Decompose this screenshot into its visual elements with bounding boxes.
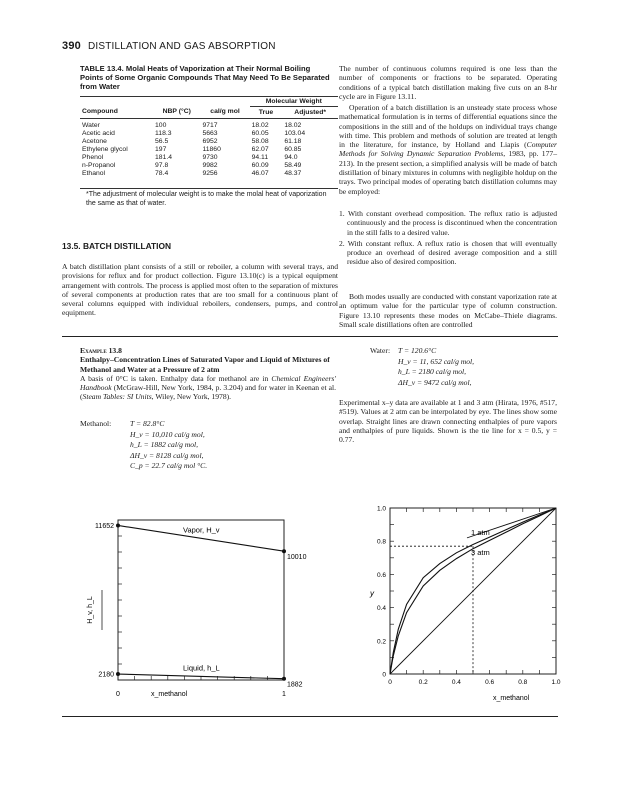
cell: 61.18	[284, 138, 302, 145]
cell: 60.85	[284, 146, 302, 153]
cell: 56.5	[155, 138, 169, 145]
example-bottom-rule	[62, 716, 558, 717]
chart1-marks	[116, 523, 286, 680]
x-tick-label: 0.8	[518, 679, 528, 686]
water-eqs	[398, 346, 548, 388]
y-axis-label: H_v, h_L	[87, 596, 94, 624]
x-tick-label: 1.0	[551, 679, 561, 686]
data-point	[116, 672, 120, 676]
table-row	[80, 170, 338, 178]
water-eq: h_L = 2180 cal/g mol,	[398, 367, 467, 376]
table-row	[80, 130, 338, 138]
cell: 78.4	[155, 170, 169, 177]
page-header	[62, 40, 276, 52]
table-caption	[80, 64, 335, 91]
water-eq: H_v = 11, 652 cal/g mol,	[398, 356, 475, 366]
x-tick-label: 0.4	[451, 679, 461, 686]
cell: Ethanol	[82, 170, 106, 177]
enthalpy-chart	[62, 510, 332, 710]
table-bottom-rule	[80, 188, 338, 189]
list-item: 2. With constant reflux. A reflux ratio is chosen that will eventually produce an overhead of desired average composition and a still residue also of desired composition.	[339, 238, 557, 267]
chart2-labels	[369, 506, 561, 703]
x-tick-label: 0.6	[485, 679, 495, 686]
x-tick-label: 1	[282, 691, 286, 698]
cell: 9717	[202, 122, 218, 129]
cell: 58.49	[284, 162, 302, 169]
data-point	[116, 523, 120, 527]
chart1-axes	[102, 520, 284, 680]
x-tick-label: 0	[388, 679, 392, 686]
example-cite-1: Chemical Engineers' Handbook	[80, 373, 336, 393]
para2-pre: Operation of a batch distillation is an unsteady state process whose mathematical formulation is in terms of differential equations since the compositions in the still and of the holdups on individual trays change with time. This problem and methods of solution are treated at length in the literature, for instance, by Holland and Liapis (	[339, 103, 557, 150]
methanol-eq: h_L = 1882 cal/g mol,	[130, 440, 199, 449]
cell: 118.3	[155, 130, 172, 137]
cell: 46.07	[251, 170, 269, 177]
right-paragraph-3: Both modes usually are conducted with constant vaporization rate at an optimum value for the particular type of column construction. Figure 13.10 represents these modes on McCabe–Thiele diagrams. Small scale distillations often are controlled	[339, 292, 557, 329]
y-tick-label: 1.0	[376, 505, 386, 513]
table-row	[80, 146, 338, 154]
table-row	[80, 138, 338, 146]
col-header: Compound	[82, 108, 118, 116]
plot-frame	[118, 520, 284, 680]
cell: Water	[82, 122, 100, 129]
group-header: Molecular Weight	[250, 98, 338, 107]
x-tick-label: 0.2	[418, 679, 428, 686]
cell: 100	[155, 122, 167, 129]
cell: 5663	[202, 130, 218, 137]
example-top-rule	[62, 336, 558, 337]
col-header: Adjusted*	[294, 108, 327, 116]
cell: 9982	[202, 162, 218, 169]
water-eq: T = 120.6°C	[398, 346, 437, 355]
table-row	[80, 162, 338, 170]
cell: 58.08	[251, 138, 269, 145]
y-tick-label: 0.4	[376, 605, 386, 613]
y-tick-label: 0	[382, 671, 386, 679]
cell: 60.05	[251, 130, 269, 137]
heats-table	[80, 98, 338, 178]
water-label: Water:	[370, 346, 391, 355]
example-text-mid: (McGraw-Hill, New York, 1984, p. 3.204) and for water in Keenan et al. (	[80, 383, 336, 402]
xy-chart	[356, 498, 566, 710]
cell: 197	[155, 146, 167, 153]
cell: 18.02	[284, 122, 302, 129]
modes-list	[339, 209, 557, 267]
series-label: Liquid, h_L	[183, 663, 220, 673]
list-item: 1. With constant overhead composition. The reflux ratio is adjusted continuously and the process is discontinued when the concentration in the still falls to a desired value.	[339, 209, 557, 237]
cell: 60.09	[251, 162, 269, 169]
methanol-eq: C_p = 22.7 cal/g mol °C.	[130, 461, 208, 470]
water-eq: ΔH_v = 9472 cal/g mol,	[398, 377, 472, 387]
table-top-rule	[80, 96, 338, 97]
x-axis-label: x_methanol	[151, 691, 188, 698]
para2-cite: Computer Methods for Solving Dynamic Separation Problems	[339, 140, 557, 159]
table-label: TABLE 13.4.	[80, 64, 124, 73]
methanol-label: Methanol:	[80, 419, 112, 428]
curve-label: 1 atm	[471, 527, 490, 537]
x-axis-label: x_methanol	[493, 695, 530, 702]
cell: Acetone	[82, 138, 107, 145]
curve-label: 3 atm	[471, 547, 490, 557]
running-title: DISTILLATION AND GAS ABSORPTION	[87, 41, 276, 52]
example-right-text: Experimental x–y data are available at 1 and 3 atm (Hirata, 1976, #517, #519). Values at 2 atm can be interpolated by eye. The lines show some overlap. Straight lines are drawn connecting enthalpies of pure vapors and enthalpies of pure liquids. Shown is the tie line for x = 0.5, y = 0.77.	[339, 398, 557, 445]
cell: Phenol	[82, 154, 104, 161]
cell: 9730	[202, 154, 218, 161]
methanol-eqs	[130, 419, 270, 472]
series-label: Vapor, H_v	[183, 525, 220, 535]
y-axis-label: y	[370, 589, 374, 598]
example-cite-2: Steam Tables: SI Units	[82, 392, 152, 402]
section-heading: 13.5. BATCH DISTILLATION	[62, 241, 172, 251]
table-row	[80, 154, 338, 162]
cell: 48.37	[284, 170, 302, 177]
cell: 103.04	[284, 130, 306, 137]
table-footnote: *The adjustment of molecular weight is to make the molal heat of vaporization the same as that of water.	[86, 191, 327, 207]
cell: 181.4	[155, 154, 173, 161]
point-label: 2180	[98, 671, 114, 679]
methanol-eq: T = 82.8°C	[130, 419, 165, 428]
right-paragraph-1: The number of continuous columns required is one less than the number of components or fractions to be separated. Operating conditions of a typical batch distillation making five cuts on an 8-hr cycle are in Figure 13.11.	[339, 64, 557, 101]
cell: 62.07	[251, 146, 269, 153]
example-text	[80, 374, 336, 402]
example-text-pre: A basis of 0°C is taken. Enthalpy data for methanol are in	[80, 373, 272, 383]
table-title: Molal Heats of Vaporization at Their Normal Boiling Points of Some Organic Compounds That May Need To Be Separated from Water	[80, 64, 330, 91]
batch-paragraph: A batch distillation plant consists of a still or reboiler, a column with several trays, and provisions for reflux and for product collection. Figure 13.10(c) is a typical equipment arrangement with controls. The process is applied most often to the separation of mixtures of several components at production rates that are too small for a continuous plant of several columns equipped with individual reboilers, condensers, pumps, and control equipment.	[62, 262, 338, 318]
col-header: cal/g mol	[210, 108, 240, 116]
example-label: Example 13.8	[80, 346, 122, 355]
example-title: Enthalpy–Concentration Lines of Saturated Vapor and Liquid of Mixtures of Methanol and Water at a Pressure of 2 atm	[80, 355, 330, 374]
y-tick-label: 0.6	[376, 571, 386, 579]
data-point	[282, 677, 286, 681]
cell: 97.8	[155, 162, 169, 169]
methanol-eq: H_v = 10,010 cal/g mol,	[130, 429, 205, 439]
cell: 94.11	[251, 154, 269, 161]
x-tick-label: 0	[116, 691, 120, 698]
right-paragraph-2	[339, 103, 557, 196]
example-text-post: , Wiley, New York, 1978).	[151, 392, 232, 402]
cell: 11860	[202, 146, 221, 153]
point-label: 10010	[287, 554, 307, 562]
cell: 94.0	[284, 154, 298, 161]
cell: 6952	[202, 138, 218, 145]
y-tick-label: 0.2	[376, 638, 386, 646]
y-tick-label: 0.8	[376, 538, 386, 546]
methanol-eq: ΔH_v = 8128 cal/g mol,	[130, 450, 204, 460]
cell: Acetic acid	[82, 130, 115, 137]
para2-post: , 1983, pp. 177–213). In the present section, a simplified analysis will be made of batch distillation of binary mixtures in columns with negligible holdup on the trays. Two principal modes of operating batch distillation columns may be employed:	[339, 149, 557, 196]
table-row	[80, 122, 338, 130]
example-block	[80, 346, 336, 402]
point-label: 11652	[95, 522, 114, 530]
point-label: 1882	[287, 681, 303, 689]
cell: 9256	[202, 170, 218, 177]
cell: 18.02	[251, 122, 269, 129]
cell: Ethylene glycol	[82, 146, 128, 153]
cell: n-Propanol	[82, 162, 116, 169]
col-header: NBP (°C)	[162, 108, 191, 116]
data-point	[282, 549, 286, 553]
col-header: True	[258, 108, 274, 116]
page-number: 390	[62, 40, 81, 52]
